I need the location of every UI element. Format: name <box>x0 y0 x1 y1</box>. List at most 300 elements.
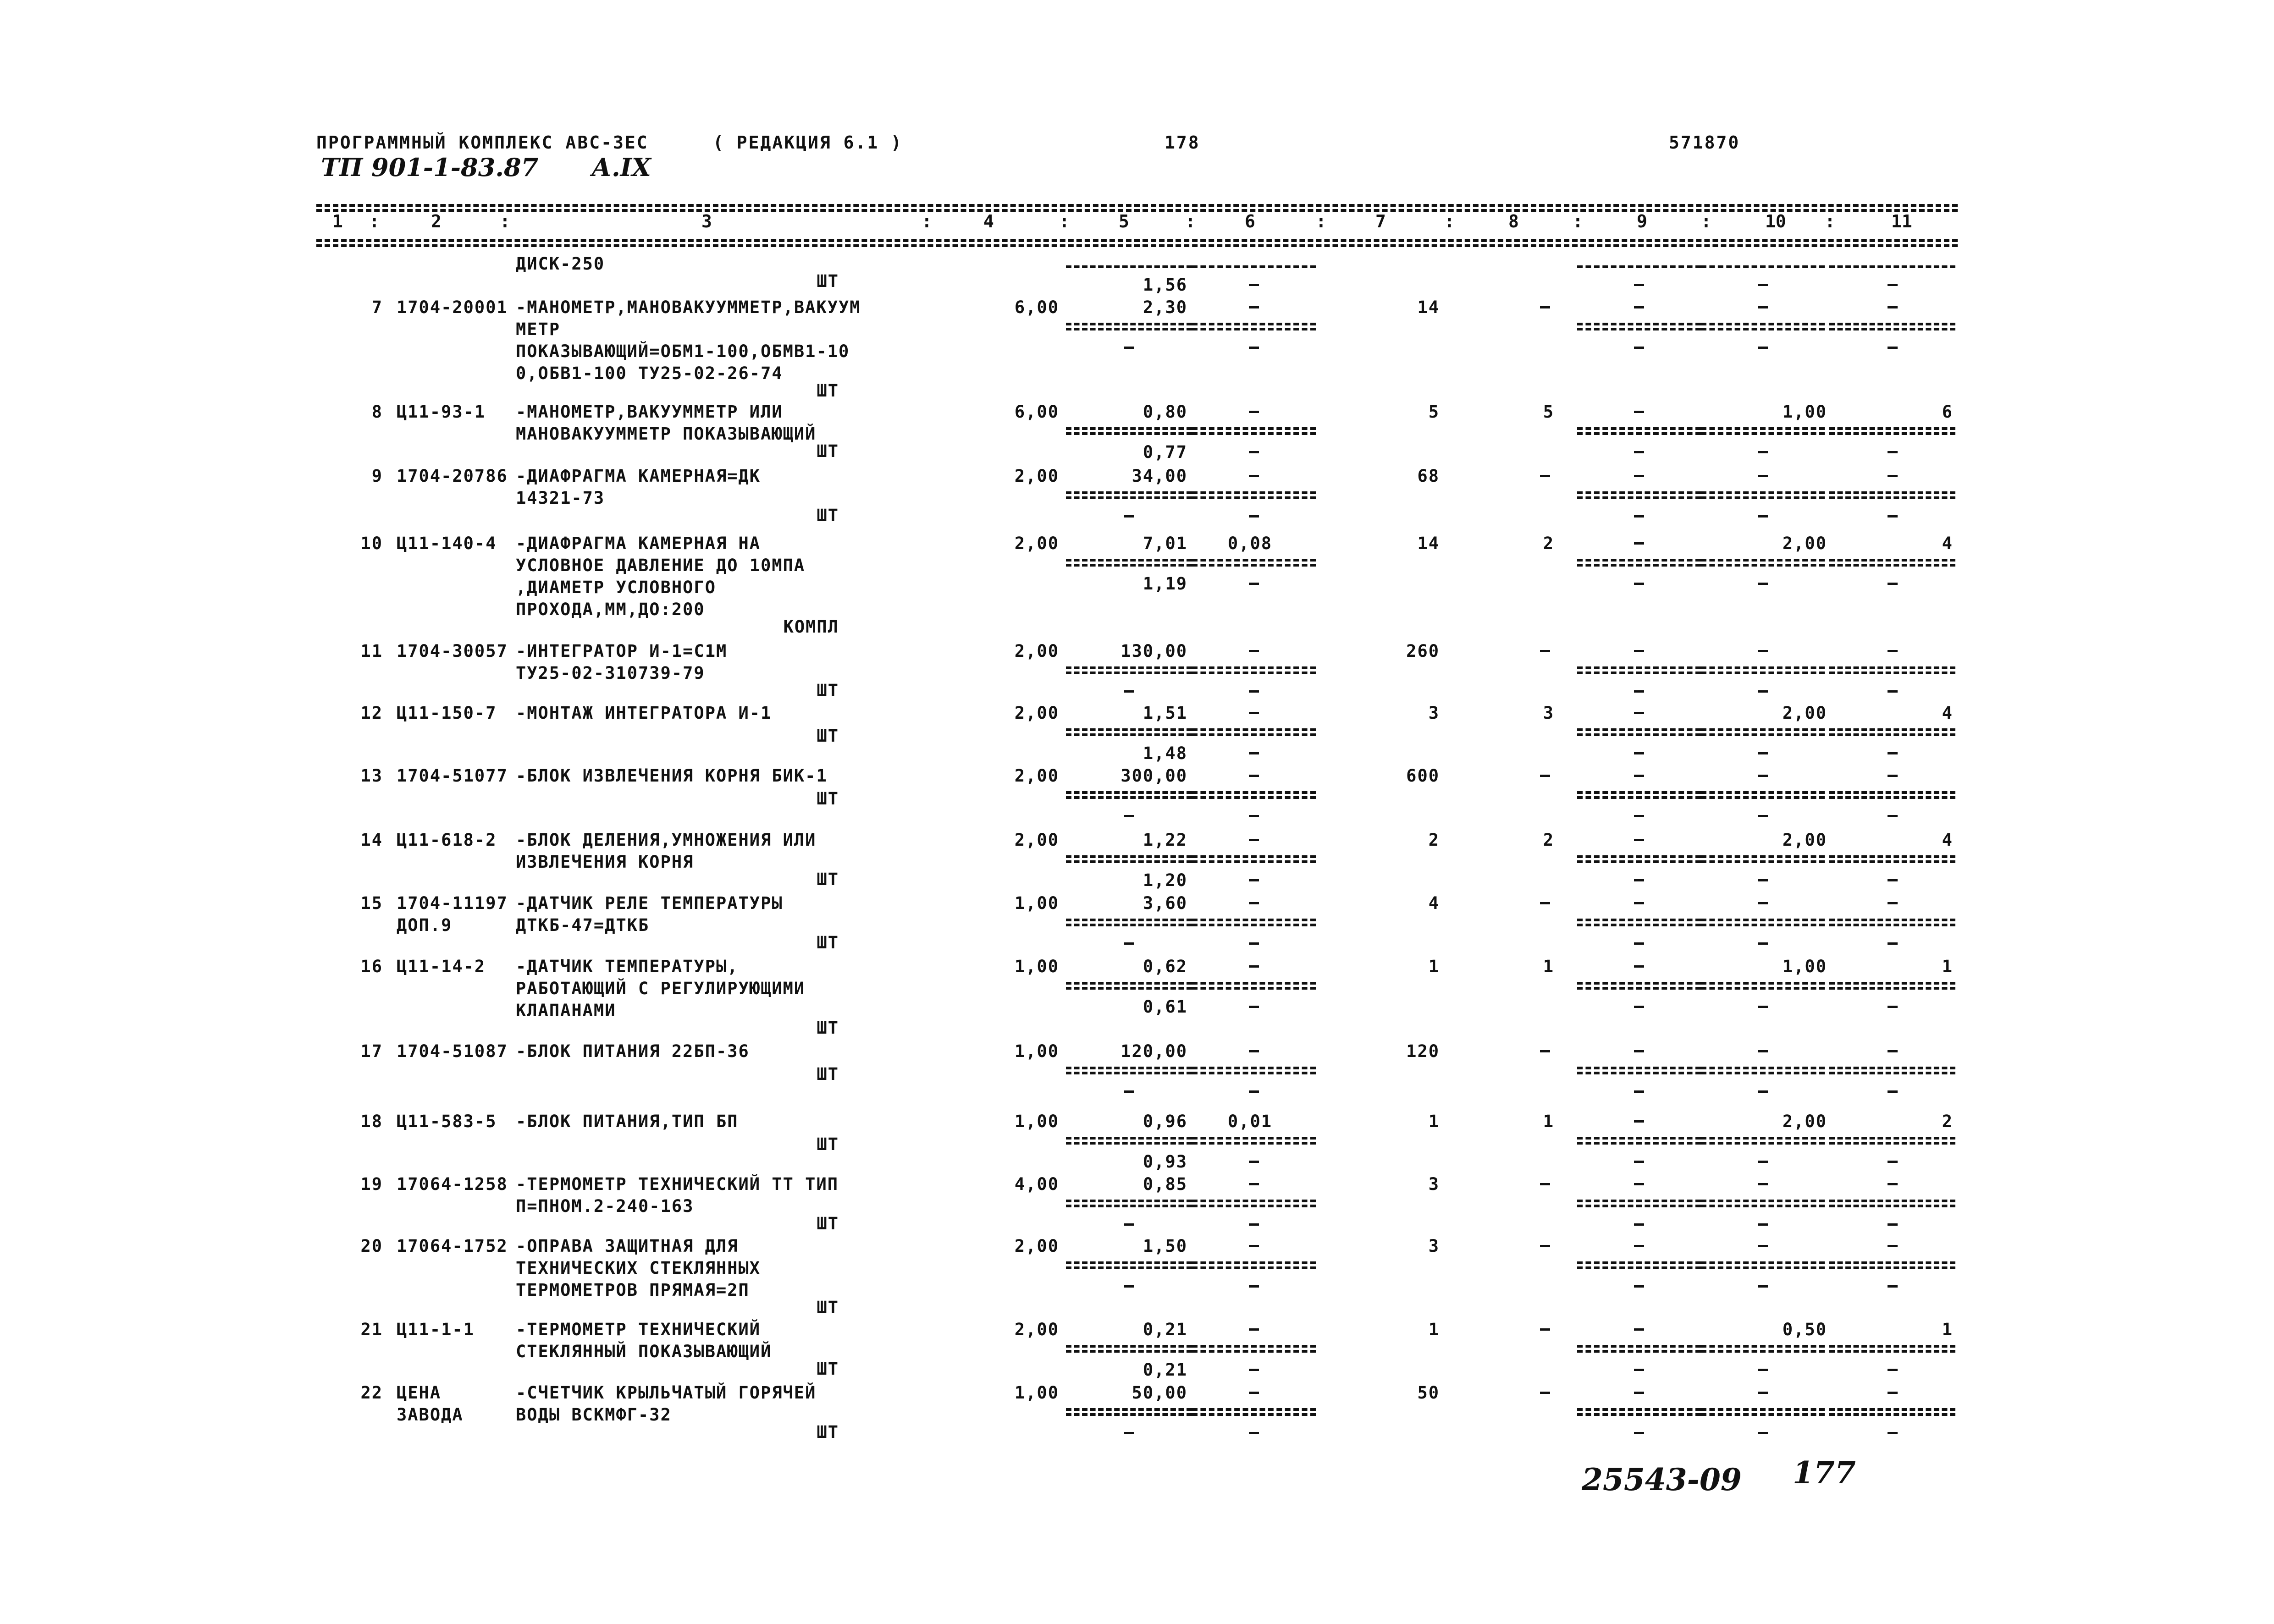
row-11-quantity: 2,00 <box>1014 641 1059 661</box>
row-7-c11 <box>1889 299 1900 316</box>
row-15-c6-line2 <box>1250 935 1261 952</box>
row-14-rule2-c10 <box>1701 860 1825 863</box>
row-19-rule2-c11 <box>1829 1205 1955 1207</box>
row-22-c9-line2 <box>1635 1425 1646 1442</box>
row-14-code: Ц11-618-2 <box>397 830 497 850</box>
row-10-rule2-c6 <box>1192 564 1316 567</box>
row-9-rule-c5 <box>1066 491 1192 494</box>
row-22-rule2-c11 <box>1829 1413 1955 1416</box>
row-12-rule2-c9 <box>1577 733 1701 736</box>
row-20-c8 <box>1541 1238 1552 1255</box>
row-16-rule2-c5 <box>1066 987 1192 990</box>
row-7-rule2-c5 <box>1066 328 1192 330</box>
row-11-rule-c5 <box>1066 666 1192 669</box>
row-14-rule-c5 <box>1066 855 1192 858</box>
row-21-code: Ц11-1-1 <box>397 1320 475 1339</box>
row-10-rule2-c9 <box>1577 564 1701 567</box>
row-15-rule2-c5 <box>1066 924 1192 926</box>
row-11-rule2-c11 <box>1829 672 1955 674</box>
row-18-c11: 2 <box>1942 1112 1953 1131</box>
row-17-c9-line2 <box>1635 1083 1646 1100</box>
row-7-c5-line1: 2,30 <box>1143 297 1187 317</box>
row-11-c9 <box>1635 643 1646 660</box>
row-9-c5-line1: 34,00 <box>1131 466 1187 486</box>
row-10-c10-line2 <box>1759 575 1770 592</box>
row-10-c8: 2 <box>1543 534 1554 553</box>
row-11-rule-c10 <box>1701 666 1825 669</box>
row-14-rule-c9 <box>1577 855 1701 858</box>
page-number: 178 <box>1165 132 1200 153</box>
row-13-rule-c10 <box>1701 791 1825 794</box>
row-8-description: МАНОВАКУУММЕТР ПОКАЗЫВАЮЩИЙ <box>516 424 817 444</box>
row-11-c11 <box>1889 643 1900 660</box>
row-12-c6-line1 <box>1250 705 1261 721</box>
row-8-rule2-c5 <box>1066 432 1192 435</box>
row-20-rule2-c10 <box>1701 1266 1825 1269</box>
column-separator: : <box>1316 211 1326 231</box>
row-13-rule2-c5 <box>1066 796 1192 799</box>
row-20-description: ТЕХНИЧЕСКИХ СТЕКЛЯННЫХ <box>516 1258 761 1278</box>
row-19-c11-line2 <box>1889 1216 1900 1233</box>
column-separator: : <box>1185 211 1196 231</box>
row-19-c6-line1 <box>1250 1176 1261 1193</box>
column-header-8: 8 <box>1508 211 1519 231</box>
header-rule-bottom2 <box>316 244 1958 247</box>
row-12-code: Ц11-150-7 <box>397 703 497 723</box>
column-separator: : <box>1059 211 1070 231</box>
row-9-rule-c6 <box>1192 491 1316 494</box>
row-22-description: -СЧЕТЧИК КРЫЛЬЧАТЫЙ ГОРЯЧЕЙ <box>516 1383 817 1403</box>
row-9-rule2-c9 <box>1577 496 1701 499</box>
row-15-c9 <box>1635 895 1646 912</box>
row-21-unit: ШТ <box>817 1359 839 1379</box>
row-16-rule-c11 <box>1829 982 1955 985</box>
row-14-rule2-c11 <box>1829 860 1955 863</box>
row-7-c10-line2 <box>1759 339 1770 356</box>
row-12-c11: 4 <box>1942 703 1953 723</box>
row-21-c11: 1 <box>1942 1320 1953 1339</box>
row-cont-rule-c11 <box>1829 265 1955 268</box>
row-15-description: -ДАТЧИК РЕЛЕ ТЕМПЕРАТУРЫ <box>516 893 783 913</box>
row-18-c5-line1: 0,96 <box>1143 1112 1187 1131</box>
row-15-number: 15 <box>360 893 383 913</box>
row-cont-rule-c9 <box>1577 265 1701 268</box>
row-21-c7: 1 <box>1428 1320 1440 1339</box>
row-15-c9-line2 <box>1635 935 1646 952</box>
row-9-rule2-c10 <box>1701 496 1825 499</box>
row-8-description: -МАНОМЕТР,ВАКУУММЕТР ИЛИ <box>516 402 783 422</box>
row-15-c6-line1 <box>1250 895 1261 912</box>
row-19-unit: ШТ <box>817 1214 839 1233</box>
row-18-description: -БЛОК ПИТАНИЯ,ТИП БП <box>516 1112 739 1131</box>
row-14-c11: 4 <box>1942 830 1953 850</box>
row-19-rule2-c9 <box>1577 1205 1701 1207</box>
row-21-c5-line2: 0,21 <box>1143 1360 1187 1380</box>
row-cont-unit: ШТ <box>817 271 839 291</box>
row-17-rule2-c6 <box>1192 1072 1316 1074</box>
row-14-rule-c10 <box>1701 855 1825 858</box>
row-15-rule-c5 <box>1066 919 1192 921</box>
row-15-rule-c9 <box>1577 919 1701 921</box>
row-22-c6-line1 <box>1250 1384 1261 1401</box>
row-20-c9-line2 <box>1635 1278 1646 1295</box>
row-7-unit: ШТ <box>817 381 839 401</box>
row-8-c10: 1,00 <box>1782 402 1827 422</box>
row-10-c11-line2 <box>1889 575 1900 592</box>
row-12-rule-c6 <box>1192 728 1316 731</box>
row-7-rule2-c10 <box>1701 328 1825 330</box>
row-20-c6-line1 <box>1250 1238 1261 1255</box>
row-16-quantity: 1,00 <box>1014 957 1059 976</box>
column-separator: : <box>1701 211 1711 231</box>
row-16-c9-line2 <box>1635 998 1646 1015</box>
row-13-rule2-c6 <box>1192 796 1316 799</box>
row-22-rule2-c6 <box>1192 1413 1316 1416</box>
row-8-rule2-c10 <box>1701 432 1825 435</box>
row-14-description: ИЗВЛЕЧЕНИЯ КОРНЯ <box>516 852 694 872</box>
row-7-rule2-c6 <box>1192 328 1316 330</box>
row-12-rule-c5 <box>1066 728 1192 731</box>
row-20-rule-c10 <box>1701 1261 1825 1264</box>
row-21-rule2-c5 <box>1066 1350 1192 1353</box>
row-13-rule-c6 <box>1192 791 1316 794</box>
row-22-c7: 50 <box>1417 1383 1440 1403</box>
row-22-code: ЦЕНА <box>397 1383 442 1403</box>
row-14-rule2-c9 <box>1577 860 1701 863</box>
row-22-rule-c5 <box>1066 1408 1192 1411</box>
row-14-number: 14 <box>360 830 383 850</box>
row-13-rule-c5 <box>1066 791 1192 794</box>
row-12-c10-line2 <box>1759 745 1770 762</box>
row-8-quantity: 6,00 <box>1014 402 1059 422</box>
row-13-rule2-c11 <box>1829 796 1955 799</box>
row-14-rule-c11 <box>1829 855 1955 858</box>
row-14-rule2-c6 <box>1192 860 1316 863</box>
row-14-c5-line1: 1,22 <box>1143 830 1187 850</box>
row-22-c5-line2 <box>1126 1425 1137 1442</box>
row-9-rule2-c6 <box>1192 496 1316 499</box>
row-21-c6-line2 <box>1250 1361 1261 1378</box>
row-16-rule2-c10 <box>1701 987 1825 990</box>
row-22-rule2-c5 <box>1066 1413 1192 1416</box>
row-11-c6-line1 <box>1250 643 1261 660</box>
row-19-rule-c5 <box>1066 1200 1192 1202</box>
row-22-c11 <box>1889 1384 1900 1401</box>
row-20-c5-line2 <box>1126 1278 1137 1295</box>
row-11-rule-c9 <box>1577 666 1701 669</box>
column-header-11: 11 <box>1891 211 1912 231</box>
row-12-c6-line2 <box>1250 745 1261 762</box>
row-18-c10-line2 <box>1759 1153 1770 1170</box>
row-19-rule2-c6 <box>1192 1205 1316 1207</box>
row-10-c5-line1: 7,01 <box>1143 534 1187 553</box>
row-19-c7: 3 <box>1428 1174 1440 1194</box>
row-22-c6-line2 <box>1250 1425 1261 1442</box>
row-10-rule-c5 <box>1066 559 1192 562</box>
row-22-c8 <box>1541 1384 1552 1401</box>
row-15-rule2-c10 <box>1701 924 1825 926</box>
row-14-c10-line2 <box>1759 872 1770 889</box>
row-7-c5-line2 <box>1126 339 1137 356</box>
row-17-c11 <box>1889 1043 1900 1060</box>
row-17-c6-line2 <box>1250 1083 1261 1100</box>
row-8-rule-c11 <box>1829 427 1955 430</box>
row-14-c11-line2 <box>1889 872 1900 889</box>
row-20-description: -ОПРАВА ЗАЩИТНАЯ ДЛЯ <box>516 1236 739 1256</box>
row-16-unit: ШТ <box>817 1018 839 1038</box>
header-rule-top <box>316 204 1958 207</box>
row-10-code: Ц11-140-4 <box>397 534 497 553</box>
column-separator: : <box>1444 211 1455 231</box>
row-9-rule2-c5 <box>1066 496 1192 499</box>
row-7-c9-line2 <box>1635 339 1646 356</box>
row-22-rule-c11 <box>1829 1408 1955 1411</box>
row-9-c9-line2 <box>1635 508 1646 525</box>
row-20-rule2-c6 <box>1192 1266 1316 1269</box>
row-12-c9-line2 <box>1635 745 1646 762</box>
row-10-c9 <box>1635 535 1646 552</box>
row-17-description: -БЛОК ПИТАНИЯ 22БП-36 <box>516 1041 750 1061</box>
row-11-rule2-c5 <box>1066 672 1192 674</box>
row-21-c6-line1 <box>1250 1321 1261 1338</box>
row-15-rule2-c9 <box>1577 924 1701 926</box>
row-19-number: 19 <box>360 1174 383 1194</box>
row-17-rule-c6 <box>1192 1067 1316 1069</box>
row-21-rule2-c6 <box>1192 1350 1316 1353</box>
row-13-description: -БЛОК ИЗВЛЕЧЕНИЯ КОРНЯ БИК-1 <box>516 766 828 786</box>
column-separator: : <box>1825 211 1835 231</box>
row-21-rule-c6 <box>1192 1345 1316 1348</box>
row-17-unit: ШТ <box>817 1064 839 1084</box>
row-10-c6-line2 <box>1250 575 1261 592</box>
row-16-c11-line2 <box>1889 998 1900 1015</box>
row-14-c6-line2 <box>1250 872 1261 889</box>
row-20-number: 20 <box>360 1236 383 1256</box>
row-9-unit: ШТ <box>817 506 839 525</box>
row-22-number: 22 <box>360 1383 383 1403</box>
row-7-number: 7 <box>371 297 383 317</box>
row-10-quantity: 2,00 <box>1014 534 1059 553</box>
row-18-rule-c6 <box>1192 1137 1316 1140</box>
row-19-rule2-c5 <box>1066 1205 1192 1207</box>
row-7-c6-line2 <box>1250 339 1261 356</box>
row-22-rule2-c9 <box>1577 1413 1701 1416</box>
row-15-description: ДТКБ-47=ДТКБ <box>516 915 650 935</box>
row-19-c11 <box>1889 1176 1900 1193</box>
row-22-c10 <box>1759 1384 1770 1401</box>
row-21-c10: 0,50 <box>1782 1320 1827 1339</box>
row-16-c8: 1 <box>1543 957 1554 976</box>
row-17-rule2-c10 <box>1701 1072 1825 1074</box>
row-18-rule-c10 <box>1701 1137 1825 1140</box>
row-8-code: Ц11-93-1 <box>397 402 486 422</box>
row-10-c11: 4 <box>1942 534 1953 553</box>
row-14-c9-line2 <box>1635 872 1646 889</box>
row-22-rule2-c10 <box>1701 1413 1825 1416</box>
row-12-number: 12 <box>360 703 383 723</box>
row-19-rule-c10 <box>1701 1200 1825 1202</box>
row-21-rule-c9 <box>1577 1345 1701 1348</box>
row-22-code2: ЗАВОДА <box>397 1405 464 1425</box>
row-15-quantity: 1,00 <box>1014 893 1059 913</box>
row-14-description: -БЛОК ДЕЛЕНИЯ,УМНОЖЕНИЯ ИЛИ <box>516 830 817 850</box>
row-13-c6-line2 <box>1250 808 1261 825</box>
row-17-c6-line1 <box>1250 1043 1261 1060</box>
row-18-rule2-c10 <box>1701 1142 1825 1145</box>
row-10-description: ПРОХОДА,ММ,ДО:200 <box>516 600 705 619</box>
row-10-c9-line2 <box>1635 575 1646 592</box>
row-12-c11-line2 <box>1889 745 1900 762</box>
row-12-rule-c10 <box>1701 728 1825 731</box>
row-7-quantity: 6,00 <box>1014 297 1059 317</box>
row-21-description: -ТЕРМОМЕТР ТЕХНИЧЕСКИЙ <box>516 1320 761 1339</box>
row-10-description: -ДИАФРАГМА КАМЕРНАЯ НА <box>516 534 761 553</box>
row-12-rule2-c5 <box>1066 733 1192 736</box>
row-11-number: 11 <box>360 641 383 661</box>
row-18-unit: ШТ <box>817 1134 839 1154</box>
row-12-rule-c11 <box>1829 728 1955 731</box>
row-12-unit: ШТ <box>817 726 839 746</box>
row-cont-c11 <box>1889 276 1900 293</box>
row-13-rule-c11 <box>1829 791 1955 794</box>
row-13-rule2-c10 <box>1701 796 1825 799</box>
row-15-rule2-c6 <box>1192 924 1316 926</box>
row-16-description: РАБОТАЮЩИЙ С РЕГУЛИРУЮЩИМИ <box>516 979 806 998</box>
row-18-c9 <box>1635 1113 1646 1130</box>
row-9-rule-c9 <box>1577 491 1701 494</box>
row-13-number: 13 <box>360 766 383 786</box>
row-18-c5-line2: 0,93 <box>1143 1152 1187 1172</box>
row-10-c10: 2,00 <box>1782 534 1827 553</box>
row-20-c5-line1: 1,50 <box>1143 1236 1187 1256</box>
row-16-code: Ц11-14-2 <box>397 957 486 976</box>
row-11-rule-c6 <box>1192 666 1316 669</box>
row-9-number: 9 <box>371 466 383 486</box>
row-20-rule-c6 <box>1192 1261 1316 1264</box>
row-19-rule-c9 <box>1577 1200 1701 1202</box>
row-17-rule2-c9 <box>1577 1072 1701 1074</box>
program-title: ПРОГРАММНЫЙ КОМПЛЕКС АВС-ЗЕС <box>316 132 649 153</box>
row-21-rule-c11 <box>1829 1345 1955 1348</box>
header-rule-top2 <box>316 209 1958 212</box>
row-11-description: -ИНТЕГРАТОР И-1=С1М <box>516 641 728 661</box>
project-number: ТП 901-1-83.87 <box>321 153 539 182</box>
row-17-c8 <box>1541 1043 1552 1060</box>
row-14-unit: ШТ <box>817 870 839 889</box>
row-7-rule2-c9 <box>1577 328 1701 330</box>
column-header-10: 10 <box>1765 211 1786 231</box>
row-20-c6-line2 <box>1250 1278 1261 1295</box>
row-8-c10-line2 <box>1759 444 1770 461</box>
row-20-rule2-c5 <box>1066 1266 1192 1269</box>
row-18-rule-c5 <box>1066 1137 1192 1140</box>
row-9-c11 <box>1889 468 1900 484</box>
row-cont-c5-line1: 1,56 <box>1143 275 1187 295</box>
row-20-unit: ШТ <box>817 1298 839 1317</box>
row-11-rule-c11 <box>1829 666 1955 669</box>
row-9-description: -ДИАФРАГМА КАМЕРНАЯ=ДК <box>516 466 761 486</box>
row-17-rule-c5 <box>1066 1067 1192 1069</box>
row-8-number: 8 <box>371 402 383 422</box>
footer-number: 25543-09 <box>1582 1462 1742 1497</box>
row-17-number: 17 <box>360 1041 383 1061</box>
row-19-c10-line2 <box>1759 1216 1770 1233</box>
row-12-description: -МОНТАЖ ИНТЕГРАТОРА И-1 <box>516 703 772 723</box>
row-13-c10 <box>1759 767 1770 784</box>
row-19-rule2-c10 <box>1701 1205 1825 1207</box>
edition-label: ( РЕДАКЦИЯ 6.1 ) <box>713 132 903 153</box>
row-17-rule2-c11 <box>1829 1072 1955 1074</box>
row-12-c9 <box>1635 705 1646 721</box>
row-17-c5-line2 <box>1126 1083 1137 1100</box>
row-13-c10-line2 <box>1759 808 1770 825</box>
row-11-rule2-c6 <box>1192 672 1316 674</box>
row-17-c5-line1: 120,00 <box>1120 1041 1187 1061</box>
row-16-c9 <box>1635 958 1646 975</box>
row-9-rule2-c11 <box>1829 496 1955 499</box>
column-header-6: 6 <box>1245 211 1255 231</box>
row-20-c11 <box>1889 1238 1900 1255</box>
row-16-c6-line1 <box>1250 958 1261 975</box>
row-20-code: 17064-1752 <box>397 1236 508 1256</box>
row-22-rule-c6 <box>1192 1408 1316 1411</box>
row-19-c10 <box>1759 1176 1770 1193</box>
row-10-rule-c10 <box>1701 559 1825 562</box>
row-8-c6-line2 <box>1250 444 1261 461</box>
row-8-rule-c5 <box>1066 427 1192 430</box>
row-7-c6-line1 <box>1250 299 1261 316</box>
row-8-c5-line2: 0,77 <box>1143 442 1187 462</box>
row-16-c10-line2 <box>1759 998 1770 1015</box>
row-13-unit: ШТ <box>817 789 839 809</box>
footer-sheet: 177 <box>1793 1455 1856 1491</box>
row-18-rule-c9 <box>1577 1137 1701 1140</box>
row-15-c5-line2 <box>1126 935 1137 952</box>
row-11-code: 1704-30057 <box>397 641 508 661</box>
row-9-c6-line2 <box>1250 508 1261 525</box>
row-21-rule-c5 <box>1066 1345 1192 1348</box>
row-17-code: 1704-51087 <box>397 1041 508 1061</box>
row-10-rule-c11 <box>1829 559 1955 562</box>
row-14-c9 <box>1635 831 1646 848</box>
column-separator: : <box>369 211 380 231</box>
column-separator: : <box>500 211 510 231</box>
row-8-c6-line1 <box>1250 403 1261 420</box>
row-11-c11-line2 <box>1889 683 1900 700</box>
row-11-unit: ШТ <box>817 681 839 700</box>
row-16-rule2-c6 <box>1192 987 1316 990</box>
row-20-c9 <box>1635 1238 1646 1255</box>
row-15-unit: ШТ <box>817 933 839 952</box>
row-11-c5-line1: 130,00 <box>1120 641 1187 661</box>
row-18-c6-line1: 0,01 <box>1227 1112 1272 1131</box>
row-21-rule-c10 <box>1701 1345 1825 1348</box>
row-10-description: ,ДИАМЕТР УСЛОВНОГО <box>516 578 716 597</box>
row-9-c7: 68 <box>1417 466 1440 486</box>
row-9-code: 1704-20786 <box>397 466 508 486</box>
row-11-rule2-c10 <box>1701 672 1825 674</box>
row-10-number: 10 <box>360 534 383 553</box>
row-9-c6-line1 <box>1250 468 1261 484</box>
row-16-description: КЛАПАНАМИ <box>516 1001 616 1020</box>
row-cont-c10 <box>1759 276 1770 293</box>
row-8-rule-c9 <box>1577 427 1701 430</box>
row-20-c10 <box>1759 1238 1770 1255</box>
row-16-rule-c6 <box>1192 982 1316 985</box>
row-cont-c6-line1 <box>1250 276 1261 293</box>
row-19-description: П=ПНОМ.2-240-163 <box>516 1196 694 1216</box>
row-14-rule-c6 <box>1192 855 1316 858</box>
